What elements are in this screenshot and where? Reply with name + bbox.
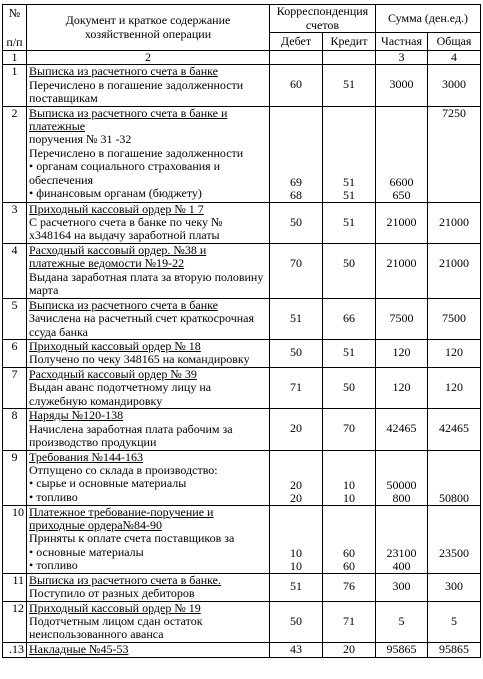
total-value: 3000 — [442, 77, 466, 92]
row-number-cell: 1 — [3, 65, 27, 106]
total-value: 21000 — [439, 214, 469, 229]
operations-journal-table — [2, 4, 481, 658]
credit-value: 50 — [343, 380, 355, 395]
table-row — [3, 340, 481, 368]
operation-text: Получено по чеку 348165 на командировку — [29, 352, 250, 367]
index-cell — [270, 51, 323, 65]
partial-value: 3000 — [389, 77, 414, 92]
total-cell — [428, 243, 481, 298]
debit-cell — [270, 243, 323, 298]
table-row — [3, 243, 481, 298]
document-name: Приходный кассовый ордер № 1 7 — [29, 202, 204, 216]
partial-value: 23100 — [386, 545, 417, 560]
total-value: 300 — [445, 578, 463, 593]
debit-cell — [270, 601, 323, 642]
debit-value: 50 — [290, 613, 302, 628]
partial-cell — [376, 65, 428, 106]
debit-value: 20 — [290, 490, 302, 505]
operation-text: служебную командировку — [29, 393, 163, 408]
debit-cell — [270, 340, 323, 368]
operation-description-cell — [27, 368, 270, 409]
operation-description-cell — [27, 202, 270, 243]
debit-value: 43 — [290, 642, 302, 656]
total-value: 5 — [451, 613, 457, 628]
operation-text: Поступило от разных дебиторов — [29, 585, 195, 600]
debit-value: 51 — [290, 310, 302, 325]
document-name: Приходный кассовый ордер № 19 — [29, 601, 201, 615]
operation-text: Отпущено со склада в производство: — [29, 462, 218, 477]
total-cell — [428, 450, 481, 505]
partial-value: 120 — [392, 345, 411, 360]
credit-value: 51 — [343, 214, 355, 229]
table-row — [3, 298, 481, 339]
operation-text: • органам социального страхования и — [29, 159, 221, 174]
operation-text: ссуда банка — [29, 324, 88, 339]
credit-cell — [323, 505, 376, 573]
total-cell — [428, 601, 481, 642]
credit-value: 76 — [343, 578, 355, 593]
partial-cell — [376, 202, 428, 243]
table-row — [3, 65, 481, 106]
operation-description-cell — [27, 601, 270, 642]
operation-text: Зачислена на расчетный счет краткосрочная — [29, 311, 254, 326]
partial-value: 42465 — [386, 421, 417, 436]
document-name: Выписка из расчетного счета в банке. — [29, 573, 221, 587]
row-number-cell: 4 — [3, 243, 27, 298]
table-row — [3, 202, 481, 243]
operation-text: неиспользованного аванса — [29, 627, 164, 642]
row-number-cell: 10 — [3, 505, 27, 573]
operation-text: • топливо — [29, 489, 78, 504]
table-row — [3, 409, 481, 450]
row-number-cell: 7 — [3, 368, 27, 409]
credit-cell — [323, 243, 376, 298]
operation-text: Приняты к оплате счета поставщиков за — [29, 531, 235, 546]
document-name: платежные ведомости №19-22 — [29, 256, 185, 271]
total-cell — [428, 106, 481, 202]
table-row — [3, 601, 481, 642]
table-row — [3, 106, 481, 202]
index-cell — [323, 51, 376, 65]
debit-value: 50 — [290, 214, 302, 229]
operation-text: Начислена заработная плата рабочим за — [29, 421, 233, 436]
total-value: 50800 — [439, 490, 469, 505]
partial-cell — [376, 106, 428, 202]
operation-text: • топливо — [29, 558, 78, 573]
index-cell: 1 — [3, 51, 27, 65]
credit-cell — [323, 65, 376, 106]
partial-cell — [376, 368, 428, 409]
num-header-top: № — [8, 6, 21, 20]
credit-value: 51 — [343, 174, 355, 189]
table-row — [3, 573, 481, 601]
credit-header: Кредит — [323, 33, 376, 51]
document-name: приходные ордера№84-90 — [29, 517, 163, 532]
operation-description-cell — [27, 450, 270, 505]
partial-header: Частная — [376, 33, 428, 51]
operation-description-cell — [27, 106, 270, 202]
operation-text: Подотчетным лицом сдан остаток — [29, 613, 203, 628]
debit-cell — [270, 368, 323, 409]
partial-cell — [376, 505, 428, 573]
debit-value: 51 — [290, 578, 302, 593]
row-number-cell: 5 — [3, 298, 27, 339]
total-cell — [428, 340, 481, 368]
table-row — [3, 505, 481, 573]
index-cell: 3 — [376, 51, 428, 65]
total-cell — [428, 642, 481, 657]
credit-value: 51 — [343, 77, 355, 92]
credit-cell — [323, 298, 376, 339]
debit-cell — [270, 409, 323, 450]
operation-text: Выдан аванс подотчетному лицу на — [29, 380, 212, 395]
corr-header: Корреспонденция счетов — [270, 5, 376, 33]
row-number-cell: 9 — [3, 450, 27, 505]
operation-text: • финансовым органам (бюджету) — [29, 186, 202, 201]
debit-cell — [270, 505, 323, 573]
partial-value: 5 — [398, 613, 405, 628]
debit-cell — [270, 573, 323, 601]
total-header: Общая — [428, 33, 481, 51]
document-name: Приходный кассовый ордер № 18 — [29, 339, 201, 354]
partial-cell — [376, 450, 428, 505]
credit-value: 50 — [343, 255, 355, 270]
debit-header: Дебет — [270, 33, 323, 51]
debit-value: 20 — [290, 477, 302, 492]
credit-cell — [323, 601, 376, 642]
credit-value: 71 — [343, 613, 355, 628]
index-cell: 2 — [27, 51, 270, 65]
total-cell — [428, 573, 481, 601]
credit-cell — [323, 642, 376, 657]
operation-description-cell — [27, 409, 270, 450]
credit-cell — [323, 340, 376, 368]
partial-cell — [376, 642, 428, 657]
operation-text: производство продукции — [29, 435, 157, 450]
debit-cell — [270, 202, 323, 243]
document-name: Расходный кассовый ордер № 39 — [29, 367, 197, 382]
partial-value: 400 — [392, 558, 411, 573]
table-row — [3, 368, 481, 409]
document-name: Наряды №120-138 — [29, 408, 124, 423]
row-number-cell: 12 — [3, 601, 27, 642]
operation-text: поставщикам — [29, 91, 98, 106]
document-name: Расходный кассовый ордер. №38 и — [29, 243, 207, 257]
partial-cell — [376, 573, 428, 601]
total-cell — [428, 368, 481, 409]
total-value: 21000 — [439, 255, 469, 270]
credit-value: 20 — [343, 642, 355, 656]
num-header — [3, 5, 27, 51]
partial-cell — [376, 340, 428, 368]
credit-cell — [323, 409, 376, 450]
debit-cell — [270, 450, 323, 505]
partial-value: 120 — [392, 380, 411, 395]
row-number-cell: 11 — [3, 573, 27, 601]
debit-cell — [270, 298, 323, 339]
operation-description-cell — [27, 505, 270, 573]
total-cell — [428, 298, 481, 339]
row-number-cell: 3 — [3, 202, 27, 243]
debit-cell — [270, 642, 323, 657]
total-value: 23500 — [439, 545, 469, 560]
row-number-cell: 8 — [3, 409, 27, 450]
credit-cell — [323, 450, 376, 505]
debit-value: 69 — [290, 174, 302, 189]
table-row — [3, 450, 481, 505]
debit-value: 71 — [290, 380, 302, 395]
credit-value: 10 — [343, 477, 355, 492]
total-value: 42465 — [439, 421, 469, 436]
partial-value: 95865 — [386, 642, 417, 656]
debit-value: 20 — [290, 421, 302, 436]
operation-text: • основные материалы — [29, 544, 144, 559]
credit-value: 51 — [343, 187, 355, 202]
document-name: Накладные №45-53 — [29, 642, 129, 656]
partial-value: 21000 — [386, 214, 417, 229]
row-number-cell: .13 — [3, 642, 27, 657]
partial-value: 50000 — [386, 477, 417, 492]
total-value: 120 — [445, 380, 463, 395]
partial-cell — [376, 601, 428, 642]
total-cell — [428, 409, 481, 450]
num-header-bottom: п/п — [6, 35, 23, 50]
operation-text: поручения № 31 -32 — [29, 132, 132, 147]
operation-text: обеспечения — [29, 172, 94, 187]
index-cell: 4 — [428, 51, 481, 65]
total-value: 7500 — [442, 310, 466, 325]
credit-value: 51 — [343, 345, 355, 360]
total-value: 120 — [445, 345, 463, 360]
document-name: Выписка из расчетного счета в банке — [29, 298, 218, 312]
sum-header: Сумма (ден.ед.) — [376, 5, 481, 33]
document-name: Выписка из расчетного счета в банке — [29, 64, 218, 79]
partial-value: 21000 — [386, 255, 417, 270]
credit-value: 66 — [343, 310, 355, 325]
credit-value: 60 — [343, 545, 355, 560]
document-name: Выписка из расчетного счета в банке и — [29, 106, 228, 120]
row-number-cell: 2 — [3, 106, 27, 202]
partial-cell — [376, 243, 428, 298]
credit-cell — [323, 573, 376, 601]
total-value: 95865 — [439, 642, 469, 656]
operation-text: Выдана заработная плата за вторую половину — [29, 269, 264, 284]
total-cell — [428, 505, 481, 573]
doc-header: Документ и краткое содержание хозяйственной операции — [27, 5, 270, 51]
debit-value: 10 — [290, 545, 302, 560]
total-value: 7250 — [442, 106, 466, 120]
partial-cell — [376, 409, 428, 450]
credit-value: 70 — [343, 421, 355, 436]
operation-description-cell — [27, 642, 270, 657]
debit-value: 50 — [290, 345, 302, 360]
partial-value: 7500 — [389, 310, 414, 325]
table-row — [3, 642, 481, 657]
operation-description-cell — [27, 340, 270, 368]
operation-text: Перечислено в погашение задолженности — [29, 77, 244, 92]
credit-cell — [323, 202, 376, 243]
debit-value: 70 — [290, 255, 302, 270]
partial-value: 650 — [392, 187, 411, 202]
operation-text: С расчетного счета в банке по чеку № — [29, 215, 223, 230]
document-name: Требования №144-163 — [29, 450, 143, 464]
debit-value: 60 — [290, 77, 302, 92]
debit-value: 10 — [290, 558, 302, 573]
credit-cell — [323, 106, 376, 202]
operation-description-cell — [27, 573, 270, 601]
credit-value: 10 — [343, 490, 355, 505]
credit-cell — [323, 368, 376, 409]
document-name: Платежное требование-поручение и — [29, 505, 214, 519]
operation-description-cell — [27, 65, 270, 106]
total-cell — [428, 202, 481, 243]
operation-text: • сырье и основные материалы — [29, 476, 187, 491]
partial-value: 800 — [392, 490, 411, 505]
total-cell — [428, 65, 481, 106]
partial-value: 6600 — [389, 174, 414, 189]
credit-value: 60 — [343, 558, 355, 573]
operation-text: марта — [29, 283, 59, 298]
debit-cell — [270, 65, 323, 106]
debit-cell — [270, 106, 323, 202]
partial-cell — [376, 298, 428, 339]
operation-text: Перечислено в погашение задолженности — [29, 145, 244, 160]
debit-value: 68 — [290, 187, 302, 202]
operations-body — [3, 65, 481, 657]
document-name: платежные — [29, 119, 86, 134]
partial-value: 300 — [392, 578, 411, 593]
operation-text: х348164 на выдачу заработной платы — [29, 228, 220, 243]
operation-description-cell — [27, 298, 270, 339]
row-number-cell: 6 — [3, 340, 27, 368]
operation-description-cell — [27, 243, 270, 298]
